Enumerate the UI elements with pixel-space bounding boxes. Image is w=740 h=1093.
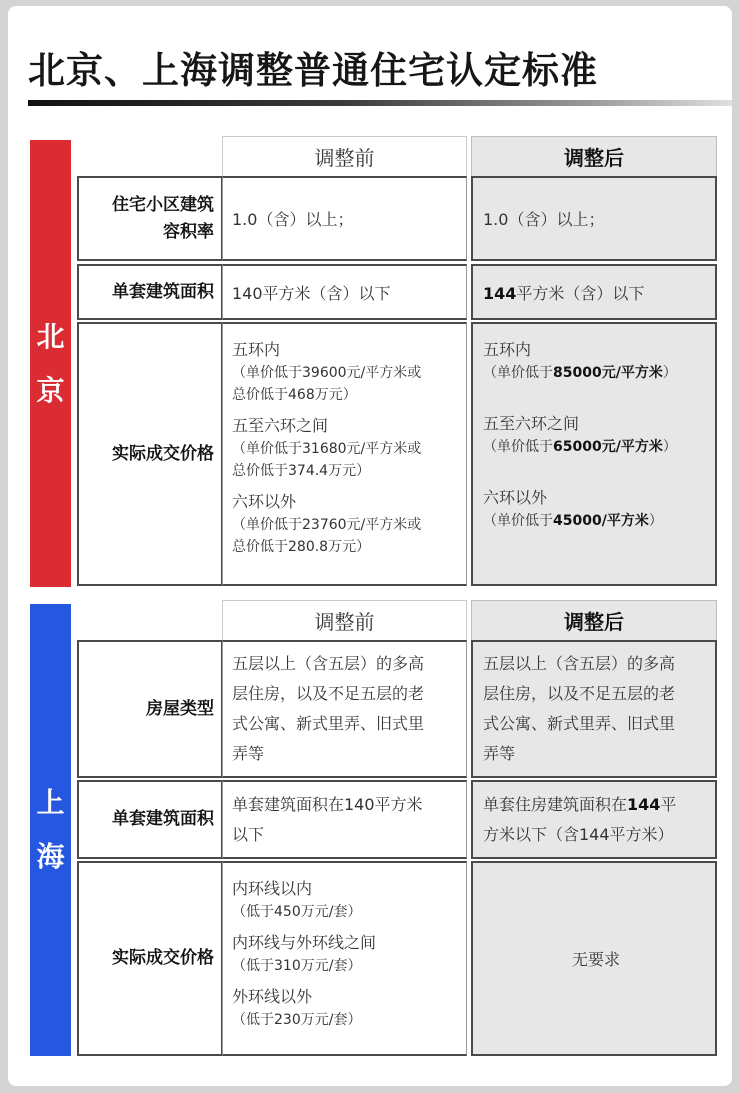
shanghai-type-label: 房屋类型 [77, 640, 223, 778]
city-char: 海 [36, 840, 65, 873]
zone-name: 五至六环之间 [483, 414, 580, 433]
highlight-number: 144 [483, 283, 517, 303]
beijing-area-after: 144平方米（含）以下 [471, 264, 717, 320]
zone-name: 六环以外 [232, 492, 297, 511]
shanghai-price-label: 实际成交价格 [77, 861, 223, 1056]
title-underline [28, 100, 732, 106]
city-char: 京 [36, 373, 65, 407]
beijing-after-header: 调整后 [471, 136, 717, 177]
zone-name: 外环线以外 [232, 987, 313, 1006]
beijing-city-bar [30, 140, 71, 587]
beijing-area-before: 140平方米（含）以下 [222, 264, 467, 320]
beijing-before-header: 调整前 [222, 136, 467, 177]
shanghai-area-before: 单套建筑面积在140平方米 以下 [222, 780, 467, 859]
beijing-price-before: 五环内 （单价低于39600元/平方米或 总价低于468万元） 五至六环之间 （单价低于31680元/平方米或 总价低于374.4万元） 六环以外 （单价低于23760元/平方米或 总价低于280.8万元） [222, 322, 467, 586]
beijing-far-label: 住宅小区建筑 容积率 [77, 176, 223, 261]
shanghai-after-header: 调整后 [471, 600, 717, 641]
city-char: 上 [36, 786, 65, 819]
beijing-price-label: 实际成交价格 [77, 322, 223, 586]
beijing-far-after: 1.0（含）以上； [471, 176, 717, 261]
zone-name: 六环以外 [483, 488, 548, 507]
zone-name: 五至六环之间 [232, 416, 329, 435]
shanghai-area-label: 单套建筑面积 [77, 780, 223, 859]
beijing-price-after: 五环内 （单价低于85000元/平方米） 五至六环之间 （单价低于65000元/平方米） 六环以外 （单价低于45000/平方米） [471, 322, 717, 586]
city-char: 北 [36, 319, 65, 353]
beijing-far-before: 1.0（含）以上； [222, 176, 467, 261]
shanghai-type-before: 五层以上（含五层）的多高 层住房，以及不足五层的老 式公寓、新式里弄、旧式里 弄等 [222, 640, 467, 778]
beijing-area-label: 单套建筑面积 [77, 264, 223, 320]
highlight-number: 144 [627, 794, 661, 814]
shanghai-area-after: 单套住房建筑面积在144平 方米以下（含144平方米） [471, 780, 717, 859]
zone-name: 五环内 [483, 340, 532, 359]
zone-name: 内环线以内 [232, 879, 313, 898]
shanghai-before-header: 调整前 [222, 600, 467, 641]
shanghai-city-bar [30, 604, 71, 1056]
shanghai-price-after: 无要求 [471, 861, 717, 1056]
zone-name: 内环线与外环线之间 [232, 933, 377, 952]
infographic-card [8, 6, 732, 1086]
shanghai-type-after: 五层以上（含五层）的多高 层住房，以及不足五层的老 式公寓、新式里弄、旧式里 弄等 [471, 640, 717, 778]
page-title: 北京、上海调整普通住宅认定标准 [28, 49, 598, 92]
zone-name: 五环内 [232, 340, 281, 359]
shanghai-price-before: 内环线以内 （低于450万元/套） 内环线与外环线之间 （低于310万元/套） 外环线以外 （低于230万元/套） [222, 861, 467, 1056]
